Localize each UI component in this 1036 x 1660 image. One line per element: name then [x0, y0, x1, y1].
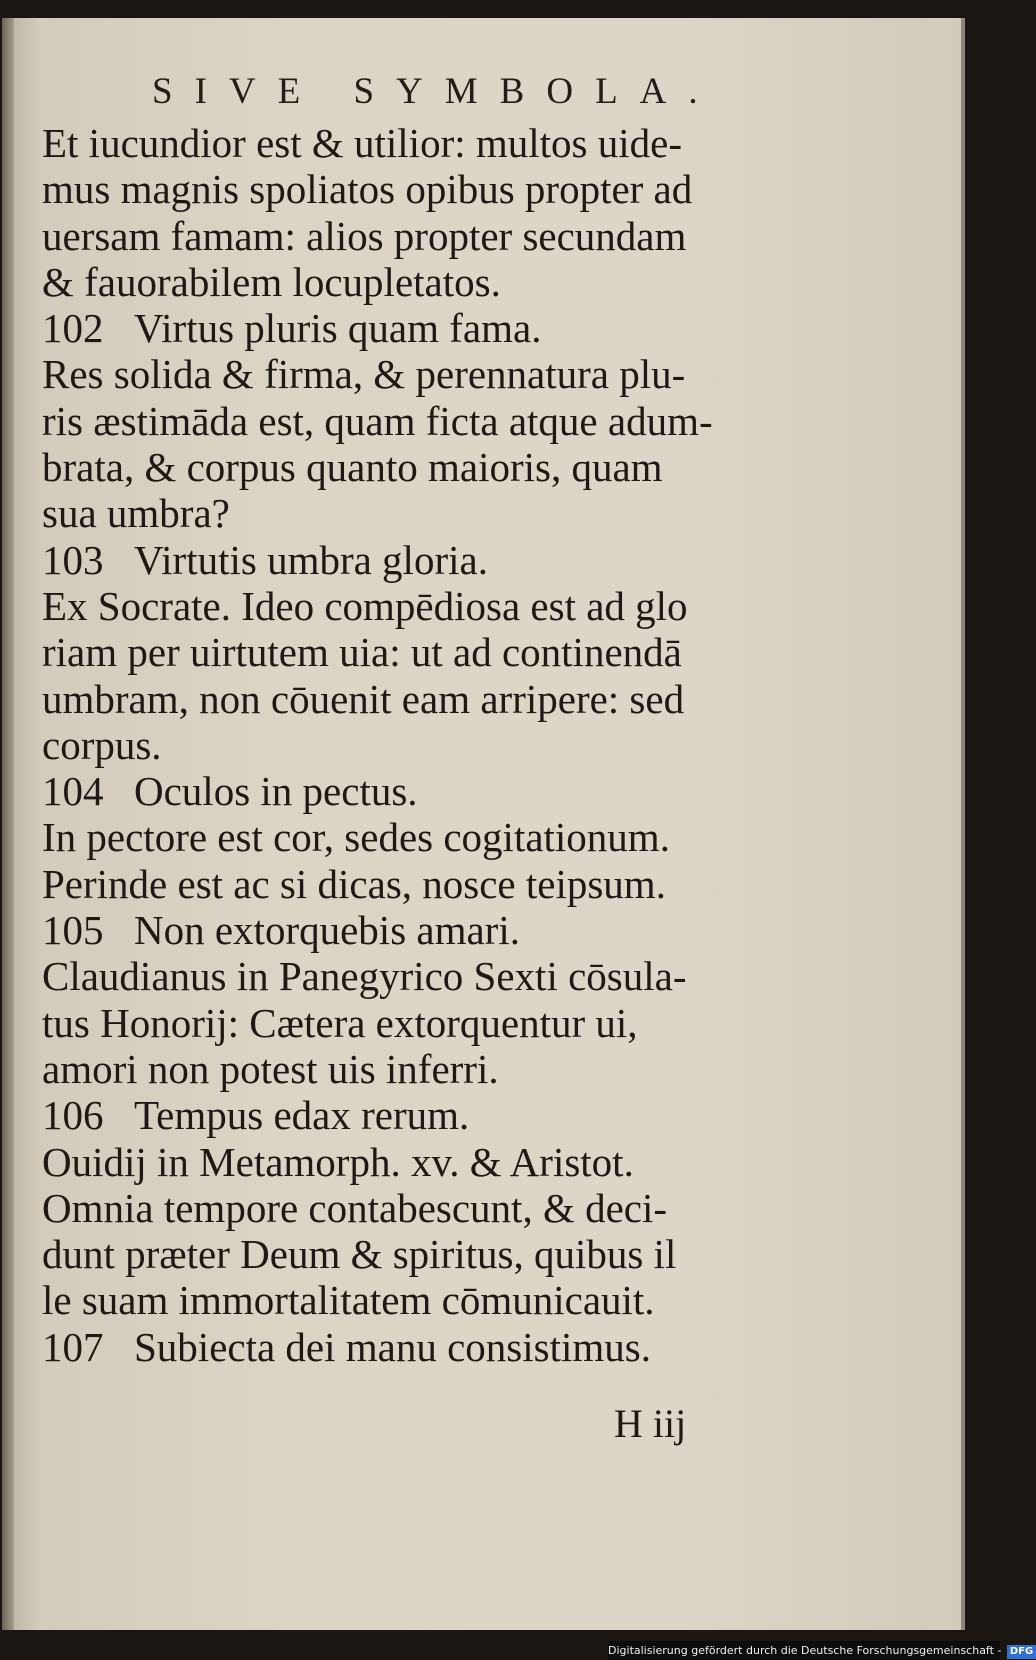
dfg-logo-icon: DFG — [1007, 1645, 1036, 1659]
text-line: Ex Socrate. Ideo compēdiosa est ad glo — [42, 582, 688, 629]
text-line: & fauorabilem locupletatos. — [42, 258, 501, 305]
text-line: le suam immortalitatem cōmunicauit. — [42, 1277, 655, 1324]
text-line: Claudianus in Panegyrico Sexti cōsula- — [42, 953, 687, 1000]
entry-heading-line — [42, 537, 782, 583]
text-line: riam per uirtutem uia: ut ad continendā — [42, 629, 682, 676]
entry-heading-line — [42, 1092, 782, 1138]
digitization-footer — [608, 1641, 1034, 1660]
text-line: dunt præter Deum & spiritus, quibus il — [42, 1231, 677, 1278]
text-line: Omnia tempore contabescunt, & deci- — [42, 1184, 668, 1231]
signature-mark: H iij — [614, 1401, 687, 1446]
footer-credit-text: Digitalisierung gefördert durch die Deutsche Forschungsgemeinschaft - — [608, 1644, 1002, 1657]
text-line: Et iucundior est & utilior: multos uide- — [42, 120, 682, 166]
entry-heading-line — [42, 768, 782, 814]
entry-heading-line — [42, 907, 782, 953]
entry-heading: Tempus edax rerum. — [134, 1092, 470, 1139]
book-page — [2, 18, 965, 1630]
text-line: tus Honorij: Cætera extorquentur ui, — [42, 999, 638, 1046]
page-body-text — [42, 120, 782, 1370]
running-header: SIVE SYMBOLA. — [152, 71, 720, 112]
text-line: umbram, non cōuenit eam arripere: sed — [42, 675, 685, 722]
entry-number: 106 — [42, 1092, 104, 1139]
page-spine-shadow — [2, 18, 14, 1630]
entry-heading-line — [42, 1324, 782, 1370]
text-line: uersam famam: alios propter secundam — [42, 212, 687, 259]
text-line: Ouidij in Metamorph. xv. & Aristot. — [42, 1138, 634, 1185]
text-line: brata, & corpus quanto maioris, quam — [42, 444, 663, 491]
text-line: Res solida & firma, & perennatura plu- — [42, 351, 686, 398]
entry-heading: Virtutis umbra gloria. — [134, 536, 488, 583]
entry-heading: Virtus pluris quam fama. — [134, 305, 542, 352]
entry-number: 107 — [42, 1323, 104, 1370]
entry-heading: Non extorquebis amari. — [134, 907, 520, 954]
entry-heading: Subiecta dei manu consistimus. — [134, 1323, 651, 1370]
entry-heading: Oculos in pectus. — [134, 768, 418, 815]
entry-number: 103 — [42, 536, 104, 583]
text-line: corpus. — [42, 721, 162, 768]
text-line: amori non potest uis inferri. — [42, 1045, 499, 1092]
text-line: Perinde est ac si dicas, nosce teipsum. — [42, 860, 666, 907]
text-line: sua umbra? — [42, 490, 230, 537]
entry-number: 104 — [42, 768, 104, 815]
text-line: mus magnis spoliatos opibus propter ad — [42, 166, 693, 213]
text-line: In pectore est cor, sedes cogitationum. — [42, 814, 670, 861]
entry-number: 102 — [42, 305, 104, 352]
entry-heading-line — [42, 305, 782, 351]
text-line: ris æstimāda est, quam ficta atque adum- — [42, 397, 713, 444]
entry-number: 105 — [42, 907, 104, 954]
